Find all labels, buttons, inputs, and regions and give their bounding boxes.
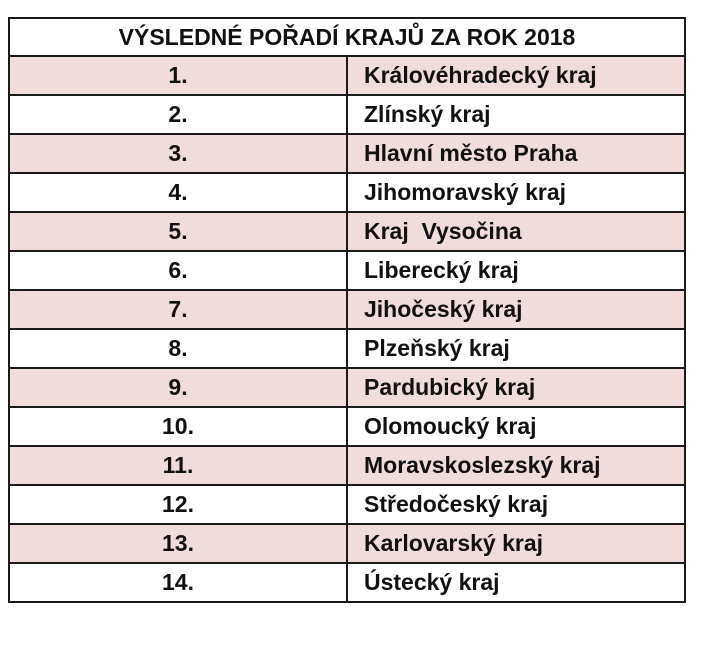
region-cell: Kraj Vysočina — [347, 212, 685, 251]
rank-cell: 1. — [9, 56, 347, 95]
region-cell: Plzeňský kraj — [347, 329, 685, 368]
rank-cell: 12. — [9, 485, 347, 524]
rank-cell: 4. — [9, 173, 347, 212]
rank-cell: 10. — [9, 407, 347, 446]
region-cell: Ústecký kraj — [347, 563, 685, 602]
rank-cell: 6. — [9, 251, 347, 290]
table-row — [9, 407, 685, 446]
region-cell: Moravskoslezský kraj — [347, 446, 685, 485]
region-cell: Pardubický kraj — [347, 368, 685, 407]
table-row — [9, 446, 685, 485]
region-cell: Olomoucký kraj — [347, 407, 685, 446]
rank-cell: 5. — [9, 212, 347, 251]
table-row — [9, 134, 685, 173]
table-row — [9, 212, 685, 251]
region-cell: Středočeský kraj — [347, 485, 685, 524]
table-row — [9, 368, 685, 407]
table-row — [9, 329, 685, 368]
rank-cell: 9. — [9, 368, 347, 407]
rank-cell: 2. — [9, 95, 347, 134]
region-cell: Královéhradecký kraj — [347, 56, 685, 95]
table-row — [9, 56, 685, 95]
table-row — [9, 95, 685, 134]
rank-cell: 11. — [9, 446, 347, 485]
table-row — [9, 524, 685, 563]
ranking-table-body — [9, 18, 685, 602]
rank-cell: 7. — [9, 290, 347, 329]
region-cell: Karlovarský kraj — [347, 524, 685, 563]
rank-cell: 8. — [9, 329, 347, 368]
table-title: VÝSLEDNÉ POŘADÍ KRAJŮ ZA ROK 2018 — [9, 18, 685, 56]
region-cell: Liberecký kraj — [347, 251, 685, 290]
table-row — [9, 563, 685, 602]
region-cell: Jihočeský kraj — [347, 290, 685, 329]
rank-cell: 14. — [9, 563, 347, 602]
rank-cell: 3. — [9, 134, 347, 173]
table-row — [9, 290, 685, 329]
region-cell: Zlínský kraj — [347, 95, 685, 134]
table-row — [9, 485, 685, 524]
table-row — [9, 251, 685, 290]
table-title-row — [9, 18, 685, 56]
table-row — [9, 173, 685, 212]
region-cell: Jihomoravský kraj — [347, 173, 685, 212]
rank-cell: 13. — [9, 524, 347, 563]
ranking-table — [8, 17, 686, 603]
region-cell: Hlavní město Praha — [347, 134, 685, 173]
